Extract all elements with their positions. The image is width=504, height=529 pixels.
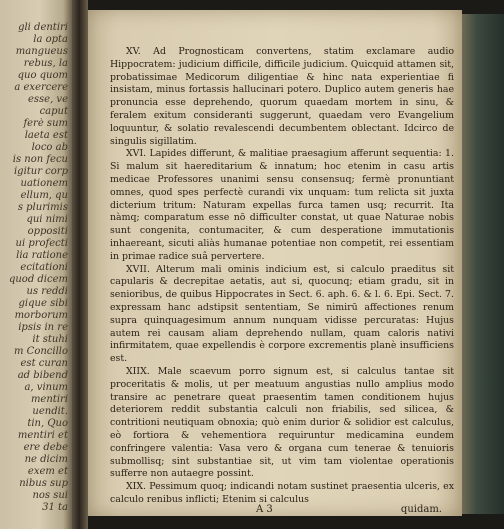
left-page-line: laeta est	[24, 130, 68, 141]
left-page-line: uendit.	[32, 406, 68, 417]
left-page-line: nibus sup	[19, 478, 68, 489]
paragraph-xix: XIX. Pessimum quoq; indicandi notam sustinet praesentia ulceris, ex calculo renibus inflicti; Etenim si calculus	[110, 481, 454, 505]
left-page-line: ferè sum	[23, 118, 68, 129]
left-page-line: la opta	[33, 34, 68, 45]
left-page-line: a, vinum	[24, 382, 68, 393]
page-footer	[88, 504, 462, 518]
paragraph-xvi: XVI. Lapides differunt, & malitiae praesagium afferunt sequentia: 1. Si malum sit haereditarium & innatum; hoc etenim in casu artis medicae Professores unanimi sensu consensuq; fermè pronuntiant omnes, quod spes perfectè curandi vix unquam: tum relicta sit juxta dicterium tritum: Naturam expellas furca tamen usq; recurrit. Ita nàmq; comparatum esse nō difficulter constat, ut quae Naturae nobis sunt congenita, contumaciter, & cum desperatione immutationis inhaereant, sicuti aliàs humanae potentiae non competit, rei essentiam in primae radice suâ pervertere.	[110, 148, 454, 262]
left-page-line: quo quom	[17, 70, 68, 81]
left-page-line: m Concillo	[14, 346, 68, 357]
catchword: quidam.	[400, 504, 442, 515]
left-page-line: morborum	[14, 310, 68, 321]
left-page-line: mangueus	[15, 46, 68, 57]
left-page-line: ere debe	[23, 442, 68, 453]
left-page-line: it stuhi	[32, 334, 68, 345]
left-page-line: rebus, la	[23, 58, 68, 69]
page-text	[110, 46, 454, 507]
left-page-line: oppositi	[27, 226, 68, 237]
left-page-line: ad bibend	[17, 370, 68, 381]
left-page-line: caput	[39, 106, 68, 117]
left-page-line: gli dentiri	[18, 22, 68, 33]
left-page-line: us reddi	[26, 286, 68, 297]
left-page-line: igitur corp	[13, 166, 68, 177]
left-page-line: mentiri et	[17, 430, 68, 441]
left-page	[0, 0, 72, 529]
book-gutter	[72, 0, 88, 529]
left-page-line: uationem	[20, 178, 68, 189]
left-page-line: ne dicim	[24, 454, 68, 465]
left-page-line: qui nimi	[26, 214, 68, 225]
left-page-line: est curan	[20, 358, 68, 369]
left-page-line: exem et	[27, 466, 68, 477]
left-page-line: quod dicem	[8, 274, 68, 285]
left-page-line: mentiri	[30, 394, 68, 405]
left-page-line: loco ab	[31, 142, 68, 153]
right-page	[88, 10, 462, 516]
left-page-line: ui profecti	[15, 238, 68, 249]
paragraph-xvii: XVII. Alterum mali ominis indicium est, si calculo praeditus sit capularis & decrepitae aetatis, aut si, quocunq; etiam gradu, sit in senioribus, de quibus Hippocrates in Sect. 6. aph. 6. & l. 6. Epi. Sect. 7. expressam hanc adstipsit sententiam, Se nimirū affectiones renum supra quinquagesimum annum nunquam vidisse percuratas: Hujus autem rei causam aliam deprehendo nullam, quam caloris nativi infirmitatem, quae expellendis è corpore excrementis planè insufficiens est.	[110, 263, 454, 365]
left-page-line: a exercere	[14, 82, 68, 93]
book-cover-edge	[462, 14, 504, 514]
left-page-line: is non fecu	[12, 154, 68, 165]
left-page-line: nos sui	[32, 490, 68, 501]
left-page-line: ipsis in re	[18, 322, 68, 333]
paragraph-xv: XV. Ad Prognosticam convertens, statim exclamare audio Hippocratem: judicium difficile, difficile judicium. Quicquid attamen sit, probatissimae Medicorum diligentiae & hinc nata experientiae fi insistam, minus fortassis hallucinari potero. Duplico autem generis hae pronuncia esse deprehendo, quorum quaedam mortem in sinu, & feralem exitum consideranti suggerunt, quaedam vero Evangelium loquuntur, & solatio revalescendi decumbentem oblectant. Idcirco de singulis sigillatim.	[110, 46, 454, 147]
left-page-line: ecitationi	[20, 262, 68, 273]
left-page-line: s plurimis	[17, 202, 68, 213]
left-page-line: 31 ta	[42, 502, 68, 513]
left-page-line: gique sibi	[18, 298, 68, 309]
left-page-line: tin, Quo	[27, 418, 68, 429]
signature-mark: A 3	[256, 504, 273, 515]
left-page-line: lia ratione	[16, 250, 68, 261]
left-page-line: esse, ve	[27, 94, 68, 105]
paragraph-xiix: XIIX. Male scaevum porro signum est, si calculus tantae sit proceritatis & molis, ut per meatuum angustias nullo amplius modo transire ac penetrare queat praesentim tamen conditionem hujus deteriorem reddit substantia calculi non friabilis, sed silicea, & contritioni neutiquam obnoxia; quò enim durior & solidior est calculus, eò fortiora & vehementiora requiruntur medicamina eundem confringere valentia: Vasa vero & organa cum tenerae & tenuioris submollisq; sint substantiae sit, ut vim tam violentae operationis sufferre non autaegre possint.	[110, 365, 454, 480]
left-page-line: ellum, qu	[20, 190, 68, 201]
